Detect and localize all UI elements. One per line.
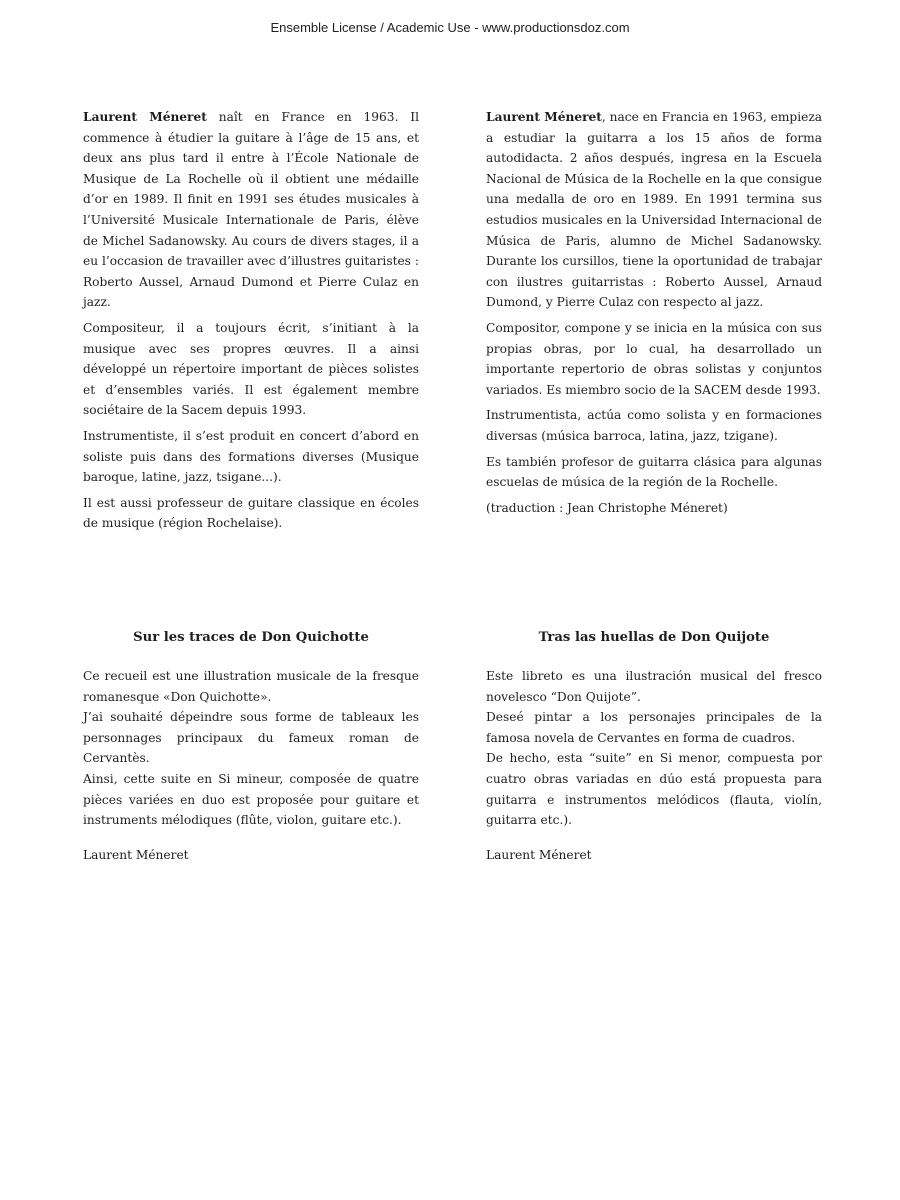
about-fr-paragraph-2: J’ai souhaité dépeindre sous forme de tableaux les personnages principaux du fameux roman de Cervantès.: [83, 710, 419, 766]
biography-french: [83, 107, 419, 539]
bio-fr-paragraph-4: Il est aussi professeur de guitare classique en écoles de musique (région Rochelaise).: [83, 495, 419, 531]
about-fr-signature: Laurent Méneret: [83, 847, 189, 862]
about-spanish: [486, 628, 822, 865]
about-fr-paragraph-1: Ce recueil est une illustration musicale de la fresque romanesque «Don Quichotte».: [83, 669, 419, 704]
bio-es-paragraph-4: Es también profesor de guitarra clásica para algunas escuelas de música de la región de la Rochelle.: [486, 454, 822, 490]
about-fr-paragraph-3: Ainsi, cette suite en Si mineur, composée de quatre pièces variées en duo est proposée pour guitare et instruments mélodiques (flûte, violon, guitare etc.).: [83, 771, 419, 828]
about-es-paragraph-2: Deseé pintar a los personajes principales de la famosa novela de Cervantes en forma de cuadros.: [486, 710, 822, 745]
bio-es-name: Laurent Méneret: [486, 110, 602, 124]
about-es-paragraph-3: De hecho, esta “suite” en Si menor, compuesta por cuatro obras variadas en dúo está propuesta para guitarra e instrumentos melódicos (flauta, violín, guitarra etc.).: [486, 751, 822, 828]
bio-es-paragraph-1: [486, 107, 822, 313]
bio-fr-name: Laurent Méneret: [83, 110, 207, 124]
about-fr-title: Sur les traces de Don Quichotte: [133, 630, 369, 645]
biography-spanish: [486, 107, 822, 523]
translation-credit: (traduction : Jean Christophe Méneret): [486, 500, 728, 515]
about-es-paragraph-1: Este libreto es una ilustración musical del fresco novelesco “Don Quijote”.: [486, 669, 822, 704]
bio-fr-p1-text: naît en France en 1963. Il commence à étudier la guitare à l’âge de 15 ans, et deux ans plus tard il entre à l’École Nationale de Musique de La Rochelle où il obtient une médaille d’or en 1989. Il finit en 1991 ses études musicales à l’Université Musicale Internationale de Paris, élève de Michel Sadanowsky. Au cours de divers stages, il a eu l’occasion de travailler avec d’illustres guitaristes : Roberto Aussel, Arnaud Dumond et Pierre Culaz en jazz.: [83, 110, 419, 310]
bio-fr-paragraph-1: [83, 107, 419, 313]
license-header: Ensemble License / Academic Use - www.productionsdoz.com: [270, 20, 630, 35]
about-es-title: Tras las huellas de Don Quijote: [538, 630, 770, 645]
bio-es-paragraph-3: Instrumentista, actúa como solista y en formaciones diversas (música barroca, latina, jazz, tzigane).: [486, 408, 822, 443]
bio-es-p1-text: , nace en Francia en 1963, empieza a estudiar la guitarra a los 15 años de forma autodidacta. 2 años después, ingresa en la Escuela Nacional de Música de la Rochelle en la que consigue una medalla de oro en 1989. En 1991 termina sus estudios musicales en la Universidad Internacional de Música de Paris, alumno de Michel Sadanowsky. Durante los cursillos, tiene la oportunidad de trabajar con ilustres guitarristas : Roberto Aussel, Arnaud Dumond, y Pierre Culaz con respecto al jazz.: [486, 110, 823, 310]
about-es-signature: Laurent Méneret: [486, 847, 592, 862]
about-french: [83, 628, 419, 865]
bio-fr-paragraph-2: Compositeur, il a toujours écrit, s’initiant à la musique avec ses propres œuvres. Il a ainsi développé un répertoire important de pièces solistes et d’ensembles variés. Il est également membre sociétaire de la Sacem depuis 1993.: [83, 320, 419, 418]
bio-es-paragraph-2: Compositor, compone y se inicia en la música con sus propias obras, por lo cual, ha desarrollado un importante repertorio de obras solistas y conjuntos variados. Es miembro socio de la SACEM desde 1993.: [486, 320, 822, 397]
bio-fr-paragraph-3: Instrumentiste, il s’est produit en concert d’abord en soliste puis dans des formations diverses (Musique baroque, latine, jazz, tsigane...).: [83, 428, 419, 485]
